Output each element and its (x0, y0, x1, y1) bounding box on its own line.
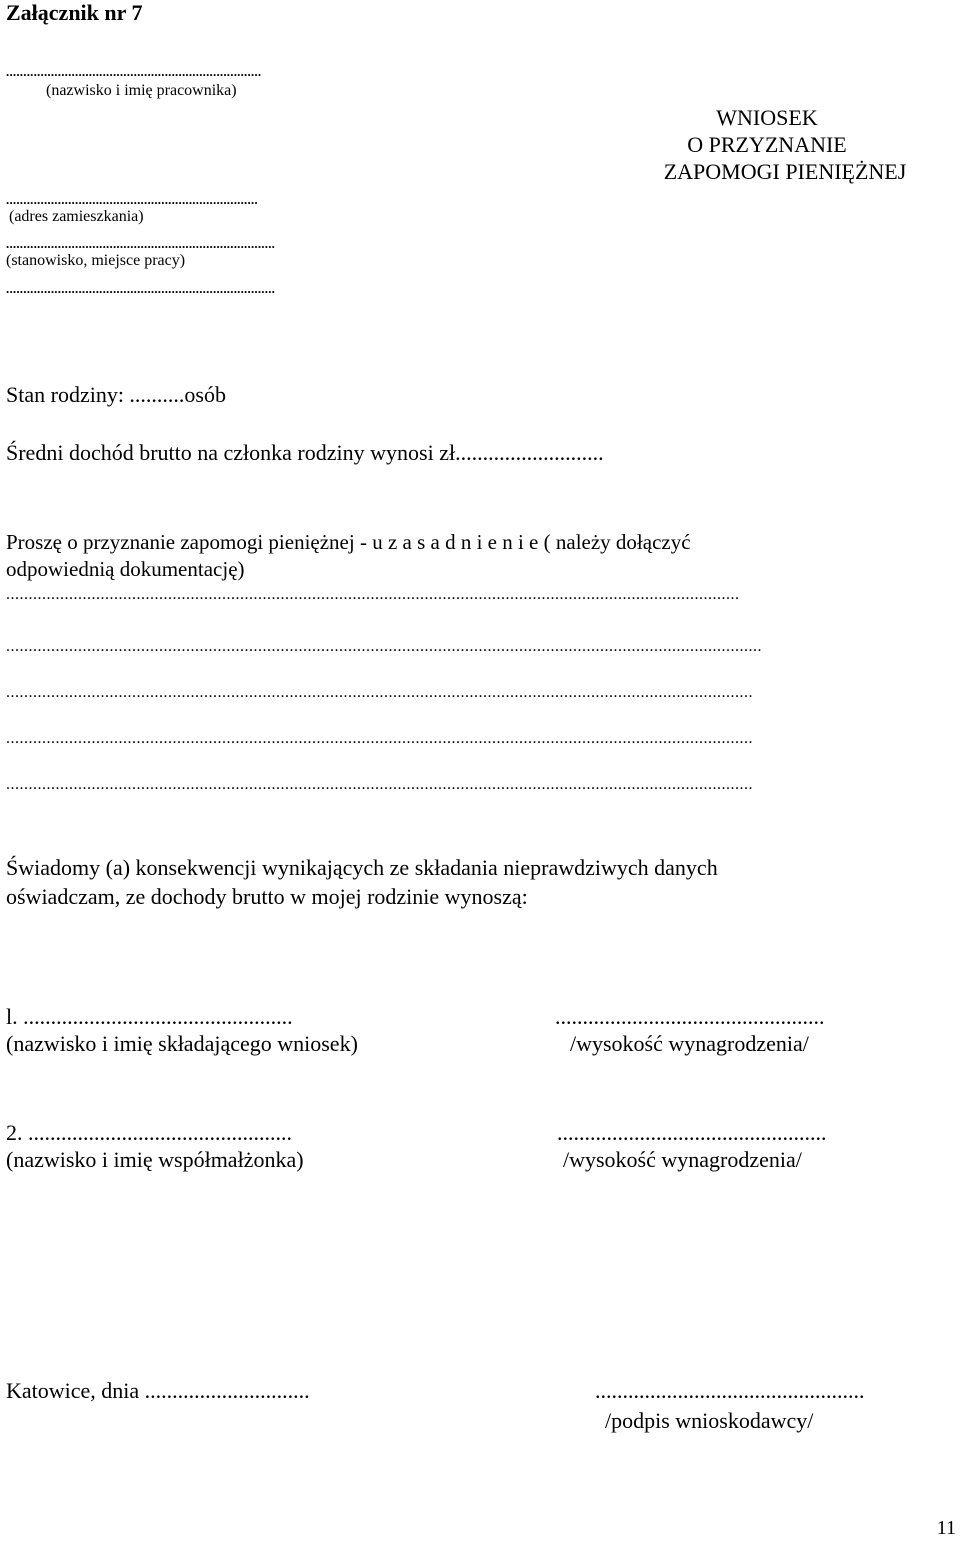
employee-name-dots: .......................................................................... (6, 64, 262, 79)
spouse-salary-dots: ................................................. (557, 1120, 827, 1145)
applicant-salary-label: /wysokość wynagrodzenia/ (570, 1031, 809, 1056)
declaration-line-1: Świadomy (a) konsekwencji wynikających ze składania nieprawdziwych danych (6, 855, 718, 880)
signature-dots: ................................................. (595, 1378, 865, 1403)
title-line-3: ZAPOMOGI PIENIĘŻNEJ (663, 159, 907, 184)
spouse-name-label: (nazwisko i imię współmałżonka) (6, 1147, 304, 1172)
title-line-2: O PRZYZNANIE (687, 132, 847, 157)
signature-label: /podpis wnioskodawcy/ (605, 1408, 814, 1433)
page-number: 11 (936, 1517, 956, 1539)
attachment-label: Załącznik nr 7 (6, 0, 143, 25)
family-size-line: Stan rodziny: ..........osób (6, 382, 226, 407)
justification-dots-1: ................................................................................................................................................................... (6, 586, 740, 603)
position-label: (stanowisko, miejsce pracy) (6, 252, 186, 269)
place-date-line: Katowice, dnia .............................. (6, 1378, 310, 1403)
applicant-name-dots: l. ................................................. (6, 1004, 293, 1029)
request-line-2: odpowiednią dokumentację) (6, 557, 245, 581)
justification-dots-2: ........................................................................................................................................................................ (6, 638, 762, 655)
spouse-salary-label: /wysokość wynagrodzenia/ (563, 1147, 802, 1172)
applicant-salary-dots: ................................................. (555, 1004, 825, 1029)
address-dots: ......................................................................... (6, 192, 258, 207)
declaration-line-2: oświadczam, ze dochody brutto w mojej rodzinie wynoszą: (6, 884, 528, 909)
spouse-name-dots: 2. ................................................ (6, 1120, 292, 1145)
applicant-name-label: (nazwisko i imię składającego wniosek) (6, 1031, 358, 1056)
justification-dots-3: ...................................................................................................................................................................... (6, 684, 753, 701)
employee-name-label: (nazwisko i imię pracownika) (46, 82, 237, 99)
position-dots: .............................................................................. (6, 236, 276, 251)
income-per-member-line: Średni dochód brutto na członka rodziny wynosi zł........................... (6, 440, 604, 465)
justification-dots-4: ...................................................................................................................................................................... (6, 730, 753, 747)
address-label: (adres zamieszkania) (9, 208, 144, 225)
title-line-1: WNIOSEK (716, 105, 818, 130)
document-title (612, 104, 932, 185)
position-dots-after: .............................................................................. (6, 281, 276, 296)
request-line-1: Proszę o przyznanie zapomogi pieniężnej - u z a s a d n i e n i e ( należy dołączyć (6, 530, 691, 554)
justification-dots-5: ...................................................................................................................................................................... (6, 776, 753, 793)
